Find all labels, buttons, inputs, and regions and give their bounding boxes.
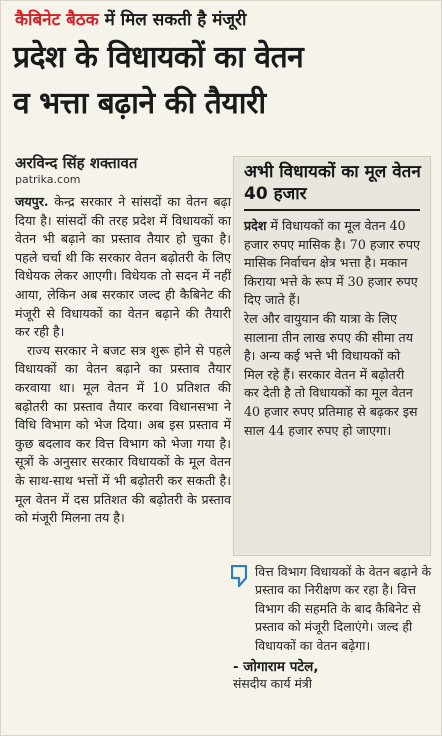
quote-mark-icon — [231, 565, 247, 587]
factbox-title: अभी विधायकों का मूल वेतन 40 हजार — [244, 162, 421, 204]
factbox-paragraph-1-text: में विधायकों का मूल वेतन 40 हजार रुपए मासिक है। 70 हजार रुपए मासिक निर्वाचन क्षेत्र भत्ता है। मकान किराया भत्ते के रूप में 30 हजार रुपए दिए जाते हैं। — [244, 218, 420, 308]
factbox-paragraph-1 — [244, 217, 420, 310]
kicker-text: में मिल सकती है मंजूरी — [98, 10, 247, 30]
factbox-lead: प्रदेश — [244, 218, 267, 233]
headline-line-1: प्रदेश के विधायकों का वेतन — [13, 40, 304, 75]
story-paragraph-2: राज्य सरकार ने बजट सत्र शुरू होने से पहले विधायकों का वेतन बढ़ाने का प्रस्ताव तैयार करवाया था। मूल वेतन में 10 प्रतिशत की बढ़ोतरी का प्रस्ताव तैयार करवा विधानसभा ने विधि विभाग को भेज दिया। अब इस प्रस्ताव में कुछ बदलाव कर वित्त विभाग को भेजा गया है। सूत्रों के अनुसार सरकार विधायकों के मूल वेतन के साथ-साथ भत्तों में भी बढ़ोतरी कर सकती है। मूल वेतन में दस प्रतिशत की बढ़ोतरी के प्रस्ताव को मंजूरी मिलना तय है। — [15, 342, 231, 526]
quote-text: वित्त विभाग विधायकों के वेतन बढ़ाने के प्रस्ताव का निरीक्षण कर रहा है। वित्त विभाग की सहमति के बाद कैबिनेट से प्रस्ताव को मंजूरी दिलाएंगे। जल्द ही विधायकों का वेतन बढ़ेगा। — [255, 564, 432, 653]
headline-line-2: व भत्ता बढ़ाने की तैयारी — [13, 86, 266, 121]
byline-source: patrika.com — [15, 173, 81, 186]
factbox-divider — [244, 209, 420, 211]
kicker-highlight: कैबिनेट बैठक — [15, 10, 99, 30]
factbox — [233, 156, 431, 556]
kicker — [15, 7, 246, 30]
story-paragraph — [15, 193, 231, 342]
quote-author-role: संसदीय कार्य मंत्री — [233, 676, 312, 692]
headline — [13, 35, 433, 127]
dateline: जयपुर. — [15, 194, 49, 209]
factbox-body — [244, 217, 420, 440]
pull-quote — [233, 563, 433, 693]
quote-author: - जोगाराम पटेल, — [233, 659, 319, 676]
factbox-paragraph-2: रेल और वायुयान की यात्रा के लिए सालाना तीन लाख रुपए की सीमा तय है। अन्य कई भत्ते भी विधायकों को मिल रहे हैं। सरकार वेतन में बढ़ोतरी कर देती है तो विधायकों का मूल वेतन 40 हजार रुपए प्रतिमाह से बढ़कर इस साल 44 हजार रुपए हो जाएगा। — [244, 310, 418, 438]
story-paragraph-1-text: केन्द्र सरकार ने सांसदों का वेतन बढ़ा दिया है। सांसदों की तरह प्रदेश में विधायकों का वेतन भी बढ़ाने का प्रस्ताव तैयार हो चुका है। पहले चर्चा थी कि सरकार वेतन बढ़ोतरी के लिए विधेयक लेकर आएगी। विधेयक तो सदन में नहीं आया, लेकिन अब सरकार जल्द ही कैबिनेट की मंजूरी से विधायकों का वेतन बढ़ाने की तैयारी कर रही है। — [15, 194, 231, 340]
story-body — [15, 193, 231, 528]
byline-author: अरविन्द सिंह शक्तावत — [15, 154, 138, 172]
